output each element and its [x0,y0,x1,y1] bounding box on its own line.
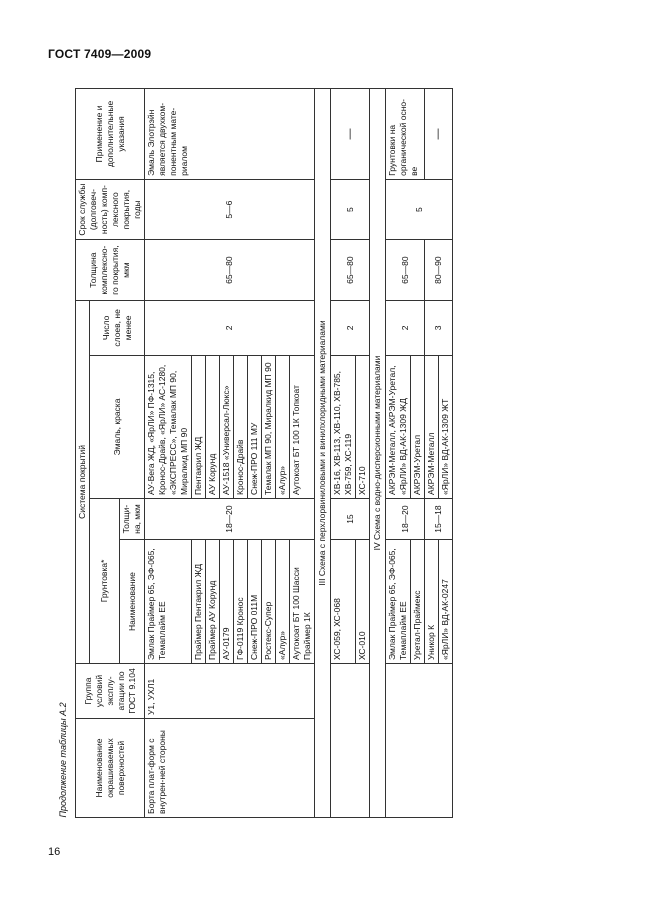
rotated-table-container [58,88,536,818]
primer-thickness-cell: 18—20 [145,498,315,539]
page-number: 16 [48,846,61,858]
primer-cell: Эмлак Праймер 65, ЭФ-065, Темаплайм ЕЕ [386,540,411,664]
enamel-cell: Пентакрил ЖД [192,355,206,498]
document-header: ГОСТ 7409—2009 [48,47,152,61]
col-surface: Наименование окрашиваемых поверхностей [76,718,145,817]
col-primer-name: Наименование [120,540,145,664]
col-primer-thickness: Толщи-на, мкм [120,498,145,539]
section-title-4: IV Схема с водно-дисперсионными материалами [370,89,386,818]
thickness-cell: 65—80 [331,240,370,301]
col-thickness: Толщина комплексно-го покрытия, мкм [76,240,145,301]
primer-cell: ХС-010 [356,540,370,664]
table-row [145,89,192,818]
primer-cell: ГФ-0119 Кронос [234,540,248,664]
primer-cell: Праймер АУ Корунд [206,540,220,664]
col-life: Срок службы (долговеч-ность) комп-лексного покрытия, годы [76,179,145,240]
enamel-cell: АУ-Вега ЖД, «ЯрЛИ» ПФ-1315, Кронос-Драйв, «ЯрЛИ» АС-1280, «ЭКСПРЕСС», Темалак МП 90, Миралкид МП 90 [145,355,192,498]
primer-cell: ХС-059, ХС-068 [331,540,356,664]
notes-cell: Грунтовки на органической осно-ве [386,89,425,180]
thickness-cell: 65—80 [145,240,315,301]
section-row [370,89,386,818]
enamel-cell: АУ Корунд [206,355,220,498]
enamel-cell: Аутокоат БТ 100 1К Топкоат [290,355,315,498]
section-title-3: III Схема с перхлорвиниловыми и винилхлоридными материалами [315,89,331,818]
notes-cell: — [331,89,370,180]
enamel-cell: Кронос-Драйв [234,355,248,498]
thickness-cell: 80—90 [425,240,453,301]
layers-cell: 3 [425,300,453,355]
life-cell: 5 [386,179,453,240]
col-primer: Грунтовка* [90,498,120,663]
primer-cell: Снеж-ПРО 011М [248,540,262,664]
enamel-cell: АКРЭМ-Уретал [411,355,425,498]
primer-cell: «Алур» [276,540,290,664]
enamel-cell: ХС-710 [356,355,370,498]
layers-cell: 2 [145,300,315,355]
enamel-cell: Снеж-ПРО 111 МУ [248,355,262,498]
table-caption: Продолжение таблицы А.2 [58,702,68,818]
thickness-cell: 65—80 [386,240,425,301]
coating-systems-table [58,88,453,818]
enamel-cell: АКРЭМ-Металл [425,355,439,498]
life-cell: 5 [331,179,370,240]
primer-cell: Ростекс-Супер [262,540,276,664]
col-layers: Число слоев, не менее [90,300,145,355]
enamel-cell: Темалак МП 90, Миралкид МП 90 [262,355,276,498]
enamel-cell: ХВ-16, ХВ-113, ХВ-110, ХВ-785, ХВ-759, ХС-119 [331,355,356,498]
empty-cell [331,663,370,817]
primer-thickness-cell: 18—20 [386,498,425,539]
layers-cell: 2 [331,300,370,355]
col-system: Система покрытий [76,300,90,663]
layers-cell: 2 [386,300,425,355]
col-group: Группа условий эксплу-атации по ГОСТ 9.104 [76,663,145,718]
primer-cell: Уникор К [425,540,439,664]
enamel-cell: АУ-1518 «Универсал-Люкс» [220,355,234,498]
enamel-cell: «Алур» [276,355,290,498]
primer-cell: Эмлак Праймер 65, ЭФ-065, Темаплайм ЕЕ [145,540,192,664]
primer-thickness-cell: 15 [331,498,370,539]
table-row [331,89,356,818]
enamel-cell: АКРЭМ-Металл, АКРЭМ-Уретал, «ЯрЛИ» ВД-АК-1309 ЖД [386,355,411,498]
group-cell: У1, УХЛ1 [145,663,315,718]
life-cell: 5—6 [145,179,315,240]
primer-cell: Уретал-Праймекс [411,540,425,664]
notes-cell: — [425,89,453,180]
primer-cell: «ЯрЛИ» ВД-АК-0247 [439,540,453,664]
empty-cell [386,663,453,817]
primer-cell: Аутокоат БТ 100 Шасси Праймер 1К [290,540,315,664]
table-row [386,89,411,818]
enamel-cell: «ЯрЛИ» ВД-АК-1309 ЖТ [439,355,453,498]
surface-cell: Борта плат-форм с внутрен-ней стороны [145,718,315,817]
col-enamel: Эмаль, краска [90,355,145,498]
primer-cell: АУ-0179 [220,540,234,664]
col-notes: Применение и дополнительные указания [76,89,145,180]
primer-thickness-cell: 15—18 [425,498,453,539]
primer-cell: Праймер Пентакрил ЖД [192,540,206,664]
section-row [315,89,331,818]
notes-cell: Эмаль Элотрэйн является двухком-понентным мате-риалом [145,89,315,180]
